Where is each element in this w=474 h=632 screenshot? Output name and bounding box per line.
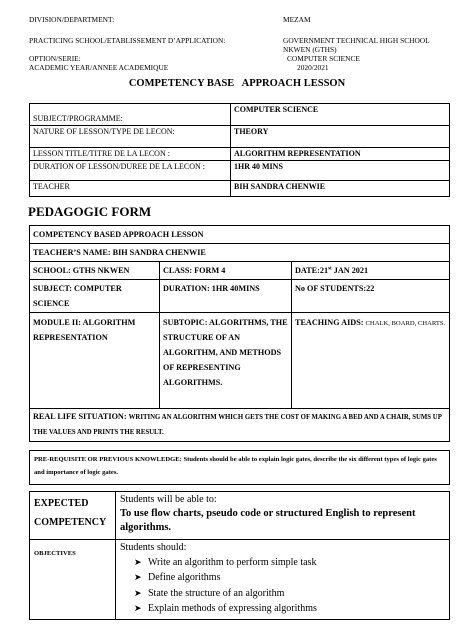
expected-label-line2: COMPETENCY bbox=[34, 517, 107, 528]
option-label: OPTION/SERIE: bbox=[29, 54, 81, 63]
expected-label-line1: EXPECTED bbox=[34, 498, 89, 509]
school-cell: SCHOOL: GTHS NKWEN bbox=[30, 262, 160, 280]
objective-item bbox=[134, 601, 445, 617]
school-value-line1: GOVERNMENT TECHNICAL HIGH SCHOOL bbox=[283, 36, 430, 45]
arrow-bullet-icon: ➤ bbox=[134, 587, 142, 598]
expected-intro: Students will be able to: bbox=[120, 494, 217, 505]
objective-item bbox=[134, 586, 445, 602]
expected-value: To use flow charts, pseudo code or structured English to represent algorithms. bbox=[120, 507, 416, 533]
lesson-title-label: LESSON TITLE/TITRE DE LA LECON : bbox=[30, 148, 231, 161]
arrow-bullet-icon: ➤ bbox=[134, 556, 142, 567]
teacher-label: TEACHER bbox=[30, 181, 231, 197]
objective-text: Explain methods of expressing algorithms bbox=[148, 603, 317, 614]
students-cell: No OF STUDENTS:22 bbox=[292, 280, 450, 313]
duration-label: DURATION OF LESSON/DUREE DE LA LECON : bbox=[30, 161, 231, 181]
school-value-line2: NKWEN (GTHS) bbox=[283, 45, 337, 54]
nature-label: NATURE OF LESSON/TYPE DE LECON: bbox=[30, 126, 231, 148]
objective-item bbox=[134, 570, 445, 586]
arrow-bullet-icon: ➤ bbox=[134, 603, 142, 613]
date-suffix: JAN 2021 bbox=[331, 266, 369, 275]
module-cell: MODULE II: ALGORITHM REPRESENTATION bbox=[30, 313, 160, 409]
expected-competency-value bbox=[116, 492, 450, 540]
objective-text: Define algorithms bbox=[148, 572, 221, 583]
lesson-title: COMPETENCY BASE APPROACH LESSON bbox=[128, 78, 346, 89]
pedagogic-table bbox=[29, 225, 450, 442]
real-life-value: WRITING AN ALGORITHM WHICH GETS THE COST OF MAKING A BED AND A CHAIR, SUMS UP THE VALUES AND PRINTS THE RESULT. bbox=[33, 414, 442, 436]
teaching-aids-cell bbox=[292, 313, 450, 409]
objectives-cell bbox=[116, 540, 450, 620]
pedagogic-heading: PEDAGOGIC FORM bbox=[28, 204, 152, 219]
division-value: MEZAM bbox=[283, 15, 311, 24]
objectives-intro: Students should: bbox=[120, 542, 187, 553]
academic-year-value: 2020/2021 bbox=[297, 63, 329, 72]
teaching-aids-value: CHALK, BOARD, CHARTS. bbox=[365, 320, 446, 327]
duration-cell: DURATION: 1HR 40MINS bbox=[160, 280, 292, 313]
objectives-list bbox=[120, 555, 445, 617]
lesson-info-table bbox=[29, 103, 450, 197]
teacher-name-row: TEACHER’S NAME: BIH SANDRA CHENWIE bbox=[30, 244, 450, 262]
date-prefix: DATE:21 bbox=[295, 266, 329, 275]
duration-value: 1HR 40 MINS bbox=[231, 161, 450, 181]
subject-label: SUBJECT/PROGRAMME: bbox=[30, 104, 231, 126]
cba-lesson-row: COMPETENCY BASED APPROACH LESSON bbox=[30, 226, 450, 244]
objective-text: Write an algorithm to perform simple task bbox=[148, 556, 317, 568]
expected-competency-label bbox=[30, 492, 116, 540]
nature-value: THEORY bbox=[231, 126, 450, 148]
practicing-school-label: PRACTICING SCHOOL/ETABLISSEMENT D’APPLICATION: bbox=[29, 36, 226, 45]
date-cell bbox=[292, 262, 450, 280]
lesson-title-value: ALGORITHM REPRESENTATION bbox=[231, 148, 450, 161]
competency-table bbox=[29, 491, 450, 620]
objectives-label-cell bbox=[30, 540, 116, 620]
subject-cell: SUBJECT: COMPUTER SCIENCE bbox=[30, 280, 160, 313]
prerequisite-cell: PRE-REQUISITE OR PREVIOUS KNOWLEDGE: Students should be able to explain logic gates, describe the six different types of logic gates and importance of logic gates. bbox=[30, 451, 450, 485]
teacher-value: BIH SANDRA CHENWIE bbox=[231, 181, 450, 197]
real-life-cell bbox=[30, 409, 450, 442]
objective-text: State the structure of an algorithm bbox=[148, 587, 285, 599]
class-cell: CLASS: FORM 4 bbox=[160, 262, 292, 280]
objectives-label: OBJECTIVES bbox=[34, 550, 76, 557]
real-life-label: REAL LIFE SITUATION: bbox=[33, 412, 129, 421]
date-sup: st bbox=[328, 266, 332, 272]
subject-value: COMPUTER SCIENCE bbox=[231, 104, 450, 126]
subtopic-cell: SUBTOPIC: ALGORITHMS, THE STRUCTURE OF AN ALGORITHM, AND METHODS OF REPRESENTING ALGORITHMS. bbox=[160, 313, 292, 409]
academic-year-label: ACADEMIC YEAR/ANNEE ACADEMIQUE bbox=[29, 63, 169, 72]
prerequisite-table bbox=[29, 450, 450, 485]
teaching-aids-label: TEACHING AIDS: bbox=[295, 318, 366, 327]
arrow-bullet-icon: ➤ bbox=[134, 572, 142, 582]
objective-item bbox=[134, 555, 445, 571]
division-label: DIVISION/DEPARTMENT: bbox=[29, 15, 115, 24]
option-value: COMPUTER SCIENCE bbox=[287, 54, 360, 63]
